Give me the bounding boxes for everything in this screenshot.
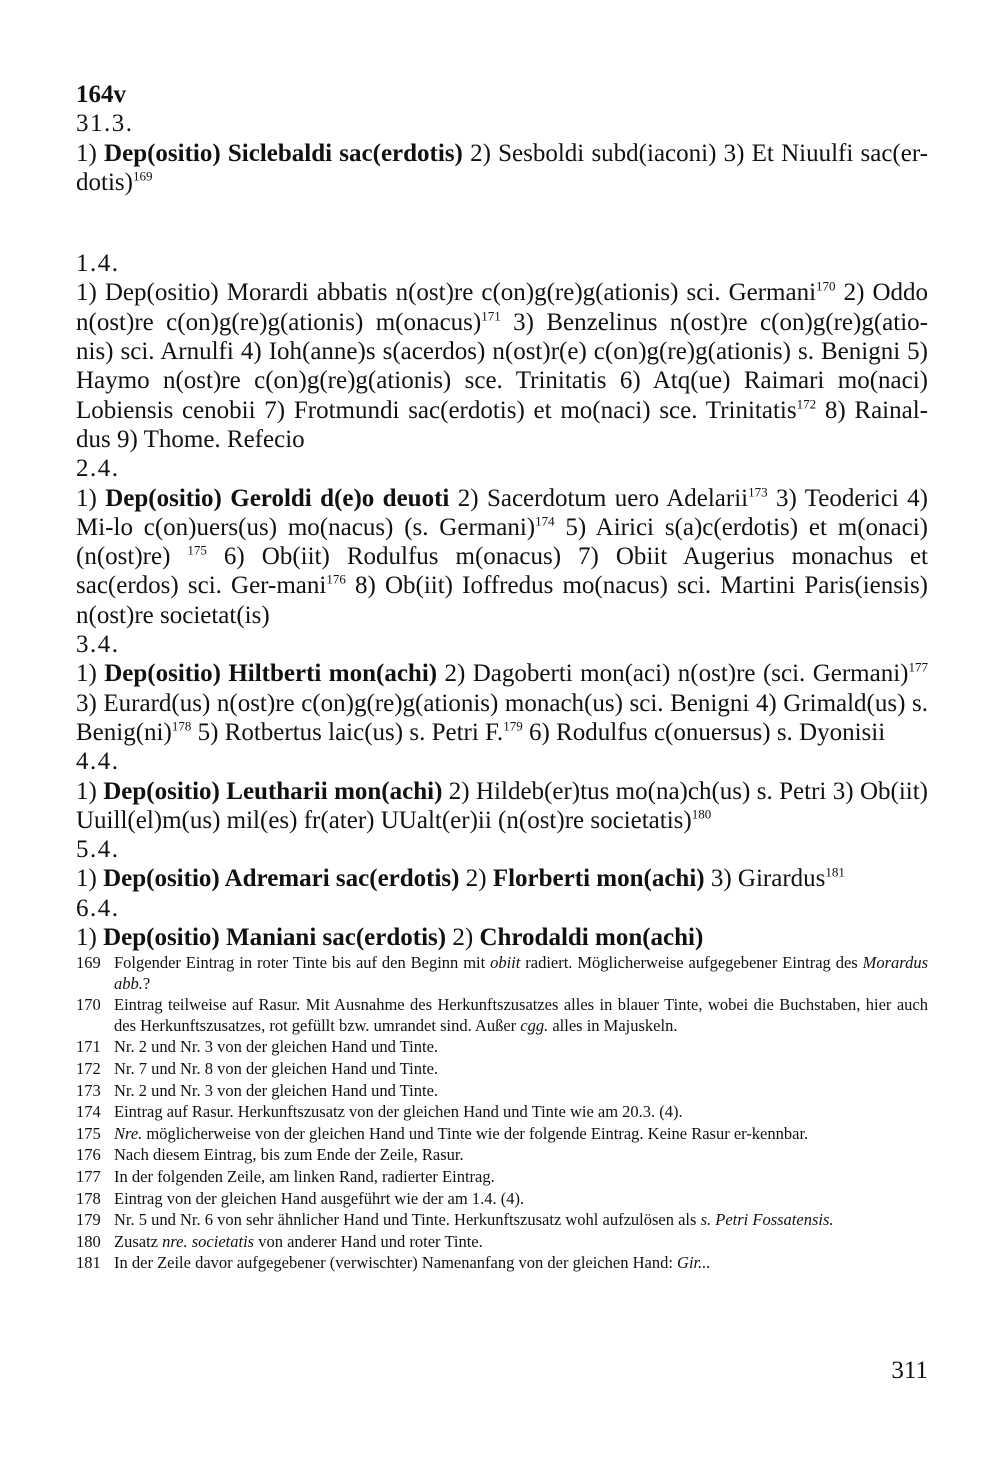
footnote-text: Zusatz nre. societatis von anderer Hand und roter Tinte. (114, 1231, 483, 1251)
entry-text: 1) Dep(ositio) Morardi abbatis n(ost)re c(on)g(re)g(ationis) sci. Germani$^{170}$ 2) Oddo n(ost)re c(on)g(re)g(ationis) m(onacus)$^{171}$ 3) Benzelinus n(ost)re c(on)g(re)g(atio-nis) sci. Arnulfi 4) Ioh(anne)s s(acerdos) n(ost)r(e) c(on)g(re)g(ationis) s. Benigni 5) Haymo n(ost)re c(on)g(re)g(ationis) sce. Trinitatis 6) Atq(ue) Raimari mo(naci) Lobiensis cenobii 7) Frotmundi sac(erdotis) et mo(naci) sce. Trinitatis$^{172}$ 8) Rainal-dus 9) Thome. Refecio (76, 279, 928, 453)
footnote-text: In der Zeile davor aufgegebener (verwischter) Namenanfang von der gleichen Hand: Gir... (114, 1253, 711, 1273)
footnote-number: 181 (76, 1253, 101, 1273)
footnote-text: Nr. 7 und Nr. 8 von der gleichen Hand und Tinte. (114, 1058, 439, 1078)
footnote-text: Nre. möglicherweise von der gleichen Hand und Tinte wie der folgende Eintrag. Keine Rasur er-kennbar. (114, 1123, 809, 1143)
footnote-number: 175 (76, 1123, 101, 1143)
footnote-number: 180 (76, 1231, 101, 1251)
main-text (76, 80, 928, 952)
footnote-text: Eintrag auf Rasur. Herkunftszusatz von der gleichen Hand und Tinte wie am 20.3. (4). (114, 1102, 683, 1122)
footnote (76, 1145, 928, 1166)
footnote-number: 174 (76, 1102, 101, 1122)
footnote (76, 995, 928, 1036)
entry-date: 4.4. (76, 748, 120, 776)
footnote (76, 1232, 928, 1253)
footnote (76, 953, 928, 994)
footnote-number: 177 (76, 1166, 101, 1186)
entry-date: 2.4. (76, 455, 120, 483)
footnote (76, 1253, 928, 1274)
entry-text: 1) Dep(ositio) Siclebaldi sac(erdotis) 2) Sesboldi subd(iaconi) 3) Et Niuulfi sac(er-dotis)$^{169}$ (76, 139, 928, 196)
footnote-text: Eintrag von der gleichen Hand ausgeführt wie der am 1.4. (4). (114, 1188, 525, 1208)
footnote-number: 169 (76, 953, 101, 972)
footnote (76, 1102, 928, 1123)
entry-date: 6.4. (76, 894, 120, 922)
footnote (76, 1167, 928, 1188)
footnote (76, 1081, 928, 1102)
footnote-number: 178 (76, 1188, 101, 1208)
footnote (76, 1037, 928, 1058)
entry-text: 1) Dep(ositio) Hiltberti mon(achi) 2) Dagoberti mon(aci) n(ost)re (sci. Germani)$^{177}$ 3) Eurard(us) n(ost)re c(on)g(re)g(ationis) monach(us) sci. Benigni 4) Grimald(us) s. Benig(ni)$^{178}$ 5) Rotbertus laic(us) s. Petri F.$^{179}$ 6) Rodulfus c(onuersus) s. Dyonisii (76, 660, 928, 746)
folio-number: 164v (76, 81, 126, 108)
footnote-text: In der folgenden Zeile, am linken Rand, radierter Eintrag. (114, 1166, 495, 1186)
footnote-number: 179 (76, 1210, 101, 1230)
footnotes (76, 953, 928, 1275)
footnote-text: Folgender Eintrag in roter Tinte bis auf den Beginn mit obiit radiert. Möglicherweise aufgegebener Eintrag des Morardus abb.? (114, 953, 928, 993)
day-entries (76, 109, 928, 952)
footnote-number: 172 (76, 1058, 101, 1078)
footnote (76, 1059, 928, 1080)
entry-text: 1) Dep(ositio) Maniani sac(erdotis) 2) Chrodaldi mon(achi) (76, 924, 704, 952)
entry-text: 1) Dep(ositio) Adremari sac(erdotis) 2) Florberti mon(achi) 3) Girardus$^{181}$ (76, 865, 845, 893)
footnote-number: 173 (76, 1080, 101, 1100)
entry-text: 1) Dep(ositio) Leutharii mon(achi) 2) Hildeb(er)tus mo(na)ch(us) s. Petri 3) Ob(iit) Uuill(el)m(us) mil(es) fr(ater) UUalt(er)ii (n(ost)re societatis)$^{180}$ (76, 777, 928, 834)
footnote-number: 176 (76, 1145, 101, 1165)
footnote-text: Nr. 5 und Nr. 6 von sehr ähnlicher Hand und Tinte. Herkunftszusatz wohl aufzulösen als s. Petri Fossatensis. (114, 1210, 834, 1230)
entry-date: 3.4. (76, 631, 120, 659)
entry-date: 1.4. (76, 250, 120, 278)
footnote (76, 1210, 928, 1231)
footnote-text: Nr. 2 und Nr. 3 von der gleichen Hand und Tinte. (114, 1080, 439, 1100)
footnote (76, 1189, 928, 1210)
entry-date: 31.3. (76, 110, 134, 138)
footnote-text: Nach diesem Eintrag, bis zum Ende der Zeile, Rasur. (114, 1145, 464, 1165)
footnote-number: 170 (76, 995, 101, 1015)
entry-text: 1) Dep(ositio) Geroldi d(e)o deuoti 2) Sacerdotum uero Adelarii$^{173}$ 3) Teoderici 4) Mi-lo c(on)uers(us) mo(nacus) (s. Germani)$^{174}$ 5) Airici s(a)c(erdotis) et m(onaci) (n(ost)re) $^{175}$ 6) Ob(iit) Rodulfus m(onacus) 7) Obiit Augerius monachus et sac(erdos) sci. Ger-mani$^{176}$ 8) Ob(iit) Ioffredus mo(nacus) sci. Martini Paris(iensis) n(ost)re societat(is) (76, 484, 929, 629)
footnote-number: 171 (76, 1037, 101, 1057)
footnote (76, 1124, 928, 1145)
page-number: 311 (891, 1357, 928, 1384)
footnote-text: Eintrag teilweise auf Rasur. Mit Ausnahme des Herkunftszusatzes alles in blauer Tinte, wobei die Buchstaben, hier auch des Herkunftszusatzes, rot gefüllt bzw. umrandet sind. Außer cgg. alles in Majuskeln. (114, 995, 928, 1035)
entry-date: 5.4. (76, 836, 120, 864)
footnote-text: Nr. 2 und Nr. 3 von der gleichen Hand und Tinte. (114, 1037, 439, 1057)
